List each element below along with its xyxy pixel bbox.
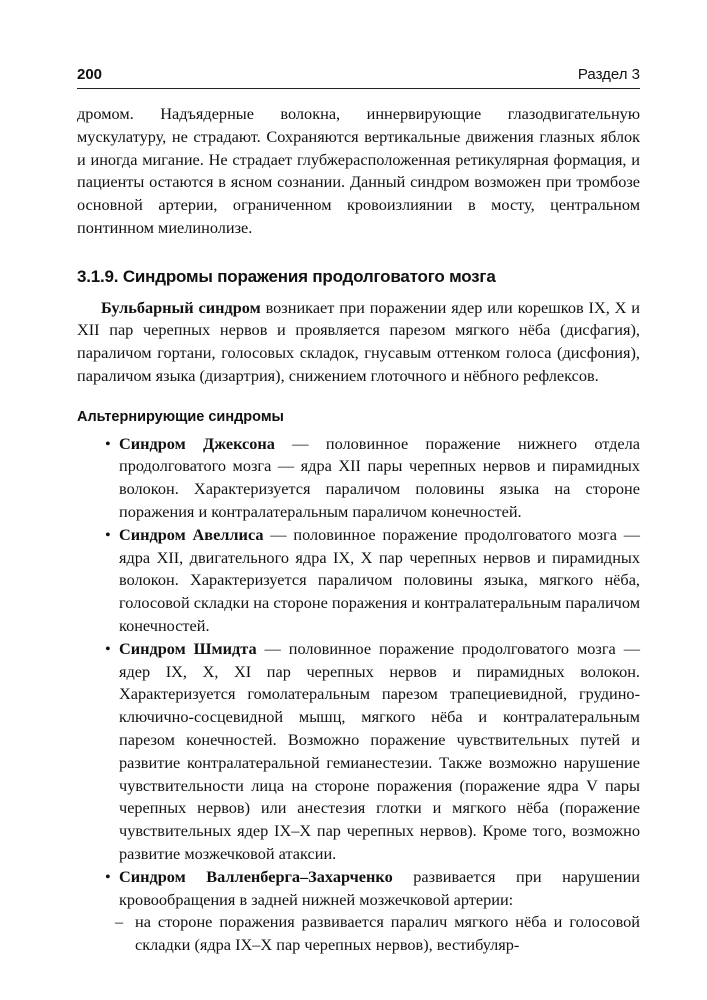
- running-header: [77, 66, 640, 89]
- list-item: [77, 866, 640, 912]
- syndrome-list: [77, 433, 640, 912]
- bullet-icon: •: [105, 524, 111, 544]
- subheading: Альтернирующие синдромы: [77, 408, 284, 425]
- syndrome-term: Синдром Валленберга–Захарченко: [119, 866, 393, 886]
- section-label: Раздел 3: [577, 66, 640, 83]
- sub-item-text: на стороне поражения развивается паралич мягкого нёба и голосовой складки (ядра IX–X пар черепных нервов), вестибуляр-: [135, 912, 640, 955]
- list-item: [77, 638, 640, 866]
- syndrome-text: — половинное поражение продолговатого мозга — ядер IX, X, XI пар черепных нервов и пирамидных волокон. Характеризуется гомолатеральным парезом трапециевидной, грудино-ключично-сосцевидной мышц, мягкого нёба и контралатеральным парезом конечностей. Возможно поражение чувствительных путей и развитие контралатеральной гемианестезии. Также возможно нарушение чувствительности лица на стороне поражения (поражение ядра V пары черепных нервов) или анестезия глотки и мягкого нёба (поражение чувствительных ядер IX–X пар черепных нервов). Кроме того, возможно развитие мозжечковой атаксии.: [119, 638, 640, 863]
- syndrome-text: развивается при нарушении кровообращения в задней нижней мозжечковой артерии:: [119, 866, 641, 909]
- syndrome-term: Синдром Шмидта: [119, 638, 257, 658]
- bullet-icon: •: [105, 638, 111, 658]
- book-page: [77, 66, 640, 957]
- syndrome-text: — половинное поражение нижнего отдела продолговатого мозга — ядра XII пары черепных нервов и пирамидных волокон. Характеризуется параличом половины языка на стороне поражения и контралатеральным параличом конечностей.: [119, 433, 641, 521]
- page-body: [77, 103, 640, 957]
- dash-icon: –: [115, 912, 124, 932]
- list-item: [77, 433, 640, 524]
- sub-list: [77, 911, 640, 957]
- bullet-icon: •: [105, 866, 111, 886]
- list-item: [77, 524, 640, 638]
- syndrome-term: Синдром Авеллиса: [119, 524, 264, 544]
- bulbar-paragraph: [77, 297, 640, 388]
- intro-paragraph: дромом. Надъядерные волокна, иннервирующие глазодвигательную мускулатуру, не страдают. Сохраняются вертикальные движения глазных яблок и иногда мигание. Не страдает глубжерасположенная ретикулярная формация, и пациенты остаются в ясном сознании. Данный синдром возможен при тромбозе основной артерии, ограниченном кровоизлиянии в мосту, центральном понтинном миелинолизе.: [77, 104, 640, 237]
- section-heading: 3.1.9. Синдромы поражения продолговатого мозга: [77, 266, 496, 286]
- list-item: [77, 911, 640, 957]
- bullet-icon: •: [105, 433, 111, 453]
- page-number: 200: [77, 66, 103, 83]
- bulbar-term: Бульбарный синдром: [101, 297, 261, 317]
- syndrome-term: Синдром Джексона: [119, 433, 275, 453]
- syndrome-text: — половинное поражение продолговатого мозга — ядра XII, двигательного ядра IX, X пар черепных нервов и пирамидных волокон. Характеризуется параличом половины языка, мягкого нёба, голосовой складки на стороне поражения и контралатеральным параличом конечностей.: [119, 524, 640, 635]
- bulbar-text: возникает при поражении ядер или корешков IX, X и XII пар черепных нервов и проявляется парезом мягкого нёба (дисфагия), параличом гортани, голосовых складок, гнусавым оттенком голоса (дисфония), параличом языка (дизартрия), снижением глоточного и нёбного рефлексов.: [77, 297, 640, 385]
